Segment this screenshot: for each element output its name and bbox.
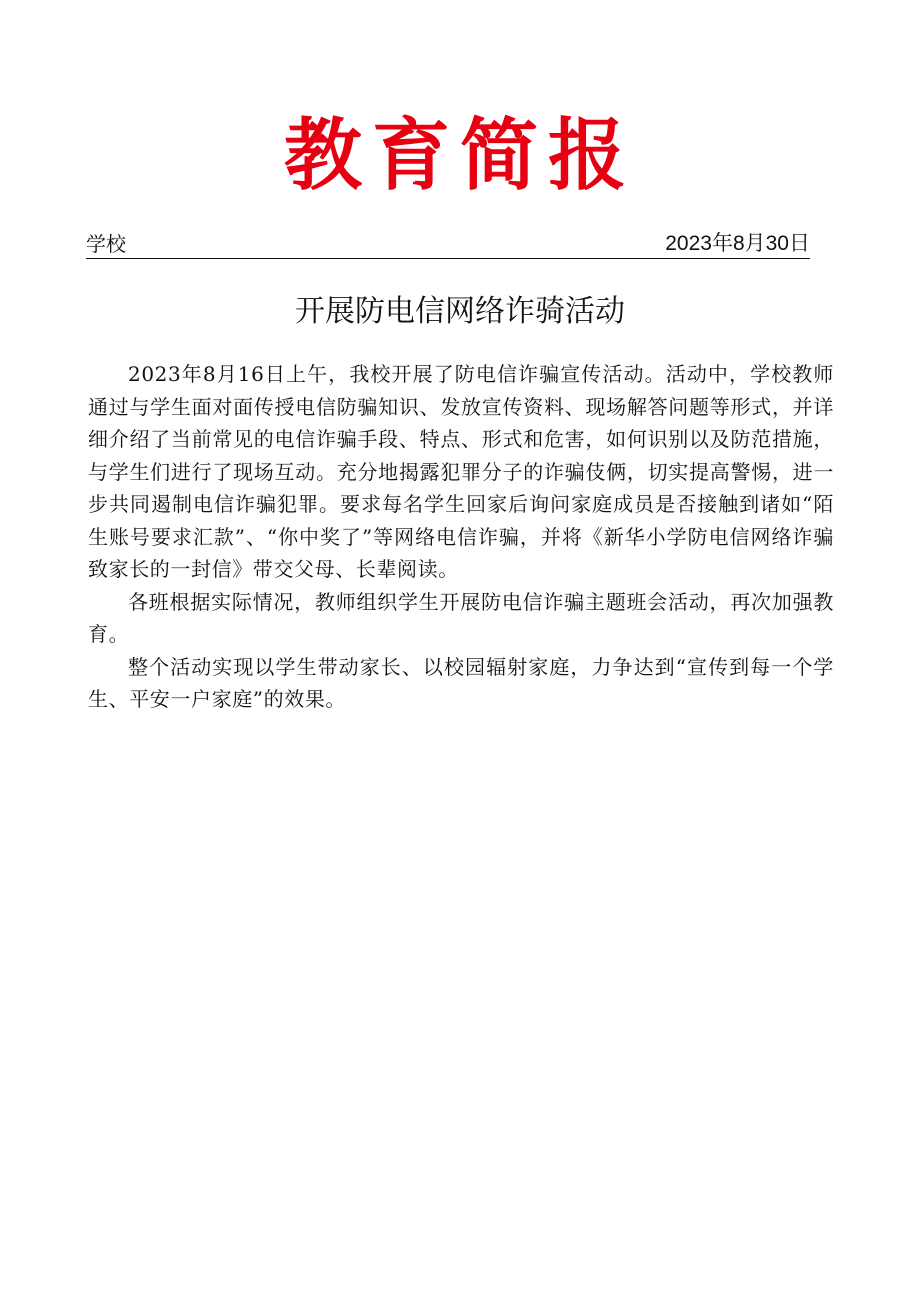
meta-line <box>86 230 810 259</box>
article-body <box>88 358 834 716</box>
masthead-title: 教育简报 <box>283 110 636 201</box>
issue-date: 2023年8月30日 <box>665 232 810 255</box>
article-paragraph: 整个活动实现以学生带动家长、以校园辐射家庭，力争达到“宣传到每一个学生、平安一户家庭”的效果。 <box>88 654 834 711</box>
article-title: 开展防电信网络诈骑活动 <box>295 294 625 329</box>
article-paragraph: 2023年8月16日上午，我校开展了防电信诈骗宣传活动。活动中，学校教师通过与学生面对面传授电信防骗知识、发放宣传资料、现场解答问题等形式，并详细介绍了当前常见的电信诈骗手段、特点、形式和危害，如何识别以及防范措施，与学生们进行了现场互动。充分地揭露犯罪分子的诈骗伎俩，切实提高警惕，进一步共同遏制电信诈骗犯罪。要求每名学生回家后询问家庭成员是否接触到诸如“陌生账号要求汇款”、“你中奖了”等网络电信诈骗，并将《新华小学防电信网络诈骗致家长的一封信》带交父母、长辈阅读。 <box>88 362 834 581</box>
school-label: 学校 <box>86 232 126 256</box>
article-paragraph: 各班根据实际情况，教师组织学生开展防电信诈骗主题班会活动，再次加强教育。 <box>88 589 834 646</box>
